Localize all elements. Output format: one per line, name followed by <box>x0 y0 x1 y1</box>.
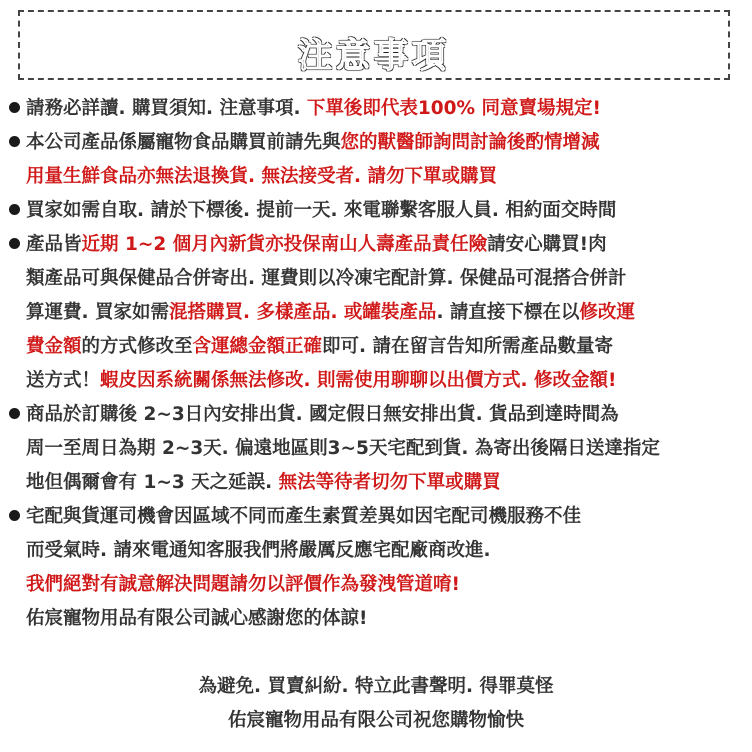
footer <box>0 670 752 738</box>
body-text: 本公司產品係屬寵物食品購買前請先與 <box>26 132 341 153</box>
bullet-icon <box>9 204 20 215</box>
body-text: 類產品可與保健品合併寄出. 運費則以冷凍宅配計算. 保健品可混搭合併計 <box>26 268 627 289</box>
highlight-text: 含運總金額正確 <box>192 336 323 357</box>
notice-line <box>26 228 746 262</box>
notice-item <box>6 126 746 194</box>
body-text: 而受氣時. 請來電通知客服我們將嚴厲反應宅配廠商改進. <box>26 540 491 561</box>
body-text: 產品皆 <box>26 234 82 255</box>
notice-item <box>6 500 746 636</box>
body-text: 周一至周日為期 2~3天. 偏遠地區則3~5天宅配到貨. 為寄出後隔日送達指定 <box>26 438 660 459</box>
bullet-icon <box>9 102 20 113</box>
notice-list <box>6 92 746 636</box>
highlight-text: 近期 1~2 個月內新貨 <box>81 234 266 255</box>
body-text: 請務必詳讀. 購買須知. 注意事項. <box>26 98 307 119</box>
notice-line <box>26 194 746 228</box>
highlight-text: 用量生鮮食品亦無法退換貨. 無法接受者. 請勿下單或購買 <box>26 166 497 187</box>
notice-item <box>6 398 746 500</box>
page-title: 注意事項 <box>298 36 450 76</box>
notice-item <box>6 92 746 126</box>
notice-line <box>26 398 746 432</box>
highlight-text: 修改運 <box>579 302 635 323</box>
body-text: 商品於訂購後 2~3日內安排出貨. 國定假日無安排出貨. 貨品到達時間為 <box>26 404 619 425</box>
bullet-icon <box>9 136 20 147</box>
body-text: . 請直接下標在以 <box>436 302 580 323</box>
notice-line <box>26 432 746 466</box>
bullet-icon <box>9 408 20 419</box>
body-text: 宅配與貨運司機會因區域不同而產生素質差異如因宅配司機服務不佳 <box>26 506 582 527</box>
footer-line-2: 佑宸寵物用品有限公司祝您購物愉快 <box>227 710 524 731</box>
notice-line <box>26 500 746 534</box>
title-box <box>18 10 730 80</box>
bullet-icon <box>9 510 20 521</box>
highlight-text: 混搭購買. 多樣產品. 或罐裝產品 <box>168 302 437 323</box>
highlight-text: 您的獸醫師詢問討論後酌情增減 <box>340 132 600 153</box>
notice-line <box>26 330 746 364</box>
body-text: 算運費. 買家如需 <box>26 302 169 323</box>
notice-line <box>26 92 746 126</box>
highlight-text: 無法等待者切勿下單或購買 <box>278 472 501 493</box>
body-text: 請安心購買!肉 <box>487 234 607 255</box>
highlight-text: 我們絕對有誠意解決問題請勿以評價作為發洩管道唷! <box>26 574 460 595</box>
body-text: 買家如需自取. 請於下標後. 提前一天. 來電聯繫客服人員. 相約面交時間 <box>26 200 617 221</box>
notice-line <box>26 568 746 602</box>
body-text: 即可. 請在留言告知所需產品數量寄 <box>322 336 614 357</box>
notice-line <box>26 160 746 194</box>
notice-line <box>26 126 746 160</box>
body-text: 佑宸寵物用品有限公司誠心感謝您的体諒! <box>26 608 368 629</box>
highlight-text: 蝦皮因系統關係無法修改. 則需使用聊聊以出價方式. 修改金額! <box>100 370 617 391</box>
notice-line <box>26 534 746 568</box>
highlight-text: 亦投保南山人壽產品責任險 <box>265 234 488 255</box>
notice-line <box>26 602 746 636</box>
notice-item <box>6 194 746 228</box>
notice-line <box>26 364 746 398</box>
notice-item <box>6 228 746 398</box>
body-text: 地但偶爾會有 1~3 天之延誤. <box>26 472 279 493</box>
body-text: 送方式！ <box>26 370 101 391</box>
notice-line <box>26 262 746 296</box>
notice-line <box>26 296 746 330</box>
bullet-icon <box>9 238 20 249</box>
footer-line-1: 為避免. 買賣糾紛. 特立此書聲明. 得罪莫怪 <box>198 676 554 697</box>
highlight-text: 下單後即代表100% 同意賣場規定! <box>306 98 601 119</box>
body-text: 的方式修改至 <box>81 336 193 357</box>
highlight-text: 費金額 <box>26 336 82 357</box>
notice-line <box>26 466 746 500</box>
